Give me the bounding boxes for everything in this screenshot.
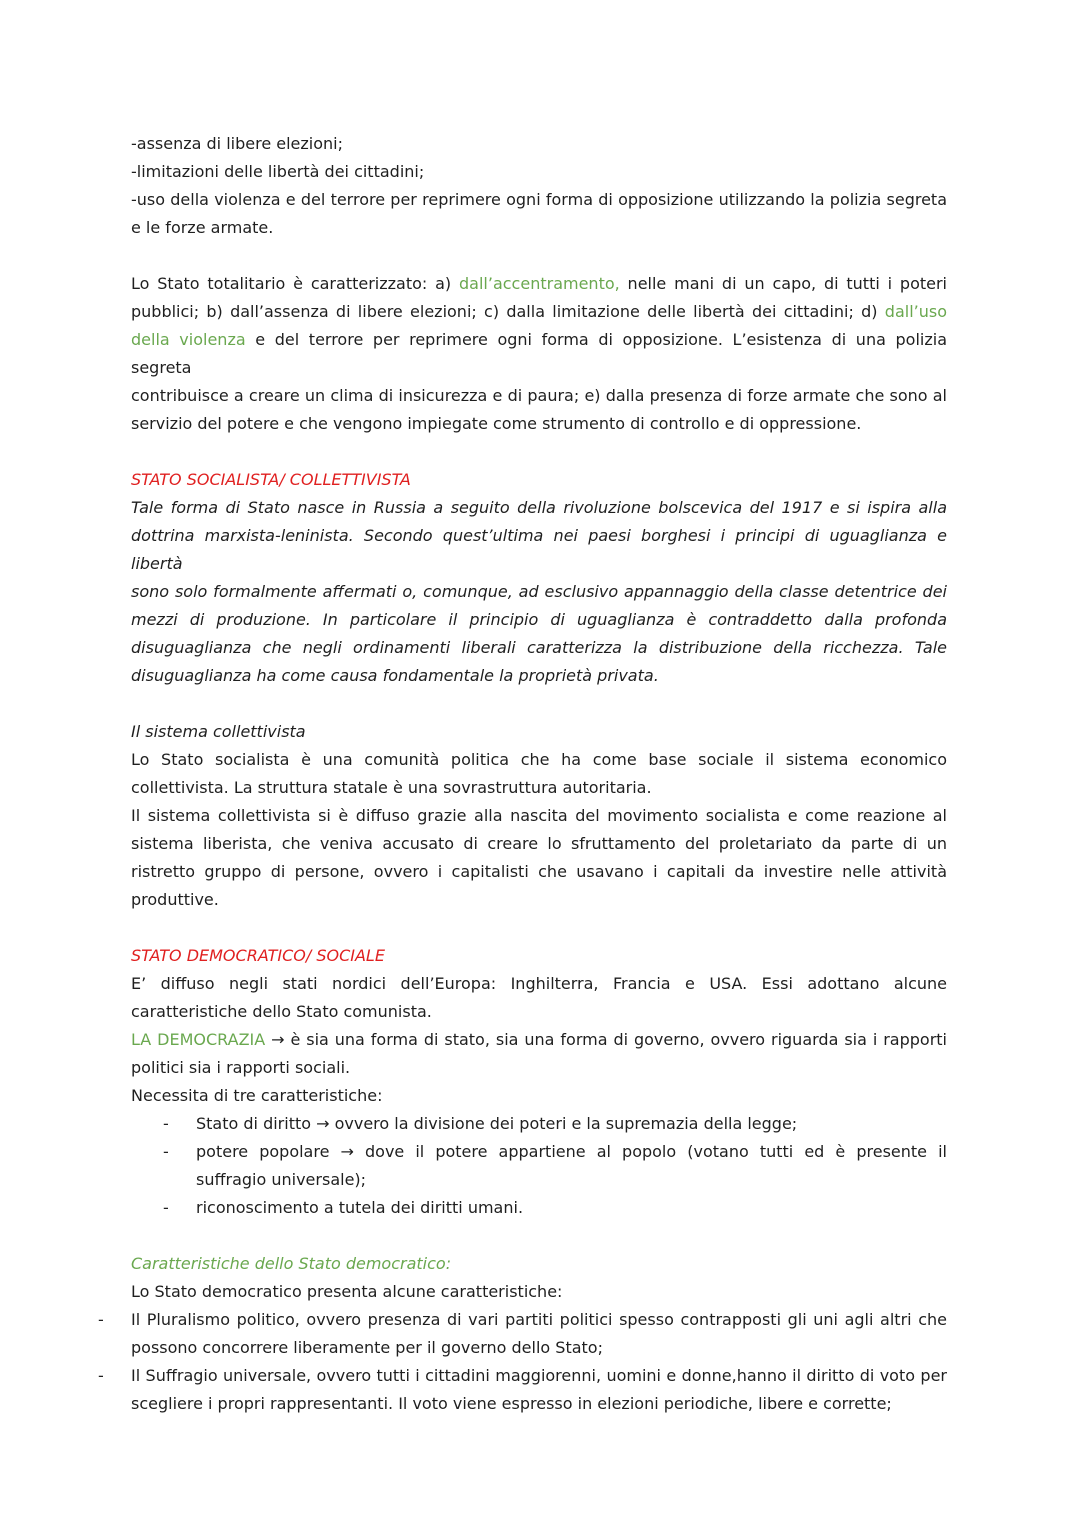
collettivista-line: collettivista. La struttura statale è una sovrastruttura autoritaria. [131,778,652,797]
highlight-democrazia: LA DEMOCRAZIA [131,1030,266,1049]
heading-caratteristiche: Caratteristiche dello Stato democratico: [131,1254,452,1273]
socialista-line: sono solo formalmente affermati o, comunque, ad esclusivo appannaggio della classe detentrice dei [131,582,947,601]
highlight-uso: dall’uso [884,302,947,321]
spacer [131,242,947,270]
heading-democratico: STATO DEMOCRATICO/ SOCIALE [131,946,385,965]
bullet-item: - Stato di diritto → ovvero la divisione dei poteri e la supremazia della legge; [131,1110,947,1138]
highlight-accentramento: dall’accentramento, [459,274,620,293]
intro-list-item: -limitazioni delle libertà dei cittadini; [131,162,425,181]
socialista-line: mezzi di produzione. In particolare il principio di uguaglianza è contraddetto dalla profonda [131,610,947,629]
bullet-item: - Il Suffragio universale, ovvero tutti i cittadini maggiorenni, uomini e donne,hanno il diritto di voto per scegliere i propri rappresentanti. Il voto viene espresso in elezioni periodiche, libere e corrette; [131,1362,947,1418]
totalitario-line: contribuisce a creare un clima di insicurezza e di paura; e) dalla presenza di forze armate che sono al [131,386,947,405]
caratteristiche-intro: Lo Stato democratico presenta alcune caratteristiche: [131,1282,563,1301]
bullet-dash: - [163,1198,169,1217]
bullet-item: - potere popolare → dove il potere appartiene al popolo (votano tutti ed è presente il suffragio universale); [131,1138,947,1194]
democratico-line: E’ diffuso negli stati nordici dell’Europa: Inghilterra, Francia e USA. Essi adottano alcune [131,974,947,993]
highlight-violenza: della violenza [131,330,246,349]
collettivista-line: produttive. [131,890,219,909]
totalitario-line: Lo Stato totalitario è caratterizzato: a) dall’accentramento, nelle mani di un capo, di tutti i poteri [131,274,948,293]
intro-list-item: -assenza di libere elezioni; [131,134,343,153]
democratico-line: caratteristiche dello Stato comunista. [131,1002,432,1021]
bullet-dash: - [163,1142,169,1161]
collettivista-line: Il sistema collettivista si è diffuso grazie alla nascita del movimento socialista e come reazione al [131,806,947,825]
socialista-line: Tale forma di Stato nasce in Russia a seguito della rivoluzione bolscevica del 1917 e si ispira alla [131,498,947,517]
bullet-dash: - [98,1366,104,1385]
socialista-line: disuguaglianza ha come causa fondamentale la proprietà privata. [131,666,659,685]
bullet-item: - riconoscimento a tutela dei diritti umani. [131,1194,947,1222]
collettivista-line: ristretto gruppo di persone, ovvero i capitalisti che usavano i capitali da investire nelle attività [131,862,947,881]
bullet-item: - Il Pluralismo politico, ovvero presenza di vari partiti politici spesso contrapposti gli uni agli altri che possono concorrere liberamente per il governo dello Stato; [131,1306,947,1362]
spacer [131,690,947,718]
democratico-line: politici sia i rapporti sociali. [131,1058,351,1077]
heading-socialista: STATO SOCIALISTA/ COLLETTIVISTA [131,470,411,489]
democratico-line: Necessita di tre caratteristiche: [131,1086,383,1105]
spacer [131,1222,947,1250]
intro-list-item: e le forze armate. [131,218,274,237]
totalitario-line: servizio del potere e che vengono impiegate come strumento di controllo e di oppressione. [131,414,862,433]
socialista-line: dottrina marxista-leninista. Secondo quest’ultima nei paesi borghesi i principi di uguaglianza e libertà [131,526,947,573]
spacer [131,438,947,466]
socialista-line: disuguaglianza che negli ordinamenti liberali caratterizza la distribuzione della ricchezza. Tale [131,638,947,657]
totalitario-line: della violenza e del terrore per reprimere ogni forma di opposizione. L’esistenza di una polizia segreta [131,330,947,377]
bullet-dash: - [163,1114,169,1133]
collettivista-line: Lo Stato socialista è una comunità politica che ha come base sociale il sistema economico [131,750,947,769]
spacer [131,914,947,942]
democratico-line: LA DEMOCRAZIA → è sia una forma di stato, sia una forma di governo, ovvero riguarda sia i rapporti [131,1030,947,1049]
collettivista-line: sistema liberista, che veniva accusato di creare lo sfruttamento del proletariato da parte di un [131,834,947,853]
bullet-dash: - [98,1310,104,1329]
totalitario-line: pubblici; b) dall’assenza di libere elezioni; c) dalla limitazione delle libertà dei cittadini; d) dall’uso [131,302,947,321]
intro-list-item: -uso della violenza e del terrore per reprimere ogni forma di opposizione utilizzando la polizia segreta [131,190,947,209]
document-body [98,130,948,1418]
heading-collettivista: Il sistema collettivista [131,722,306,741]
